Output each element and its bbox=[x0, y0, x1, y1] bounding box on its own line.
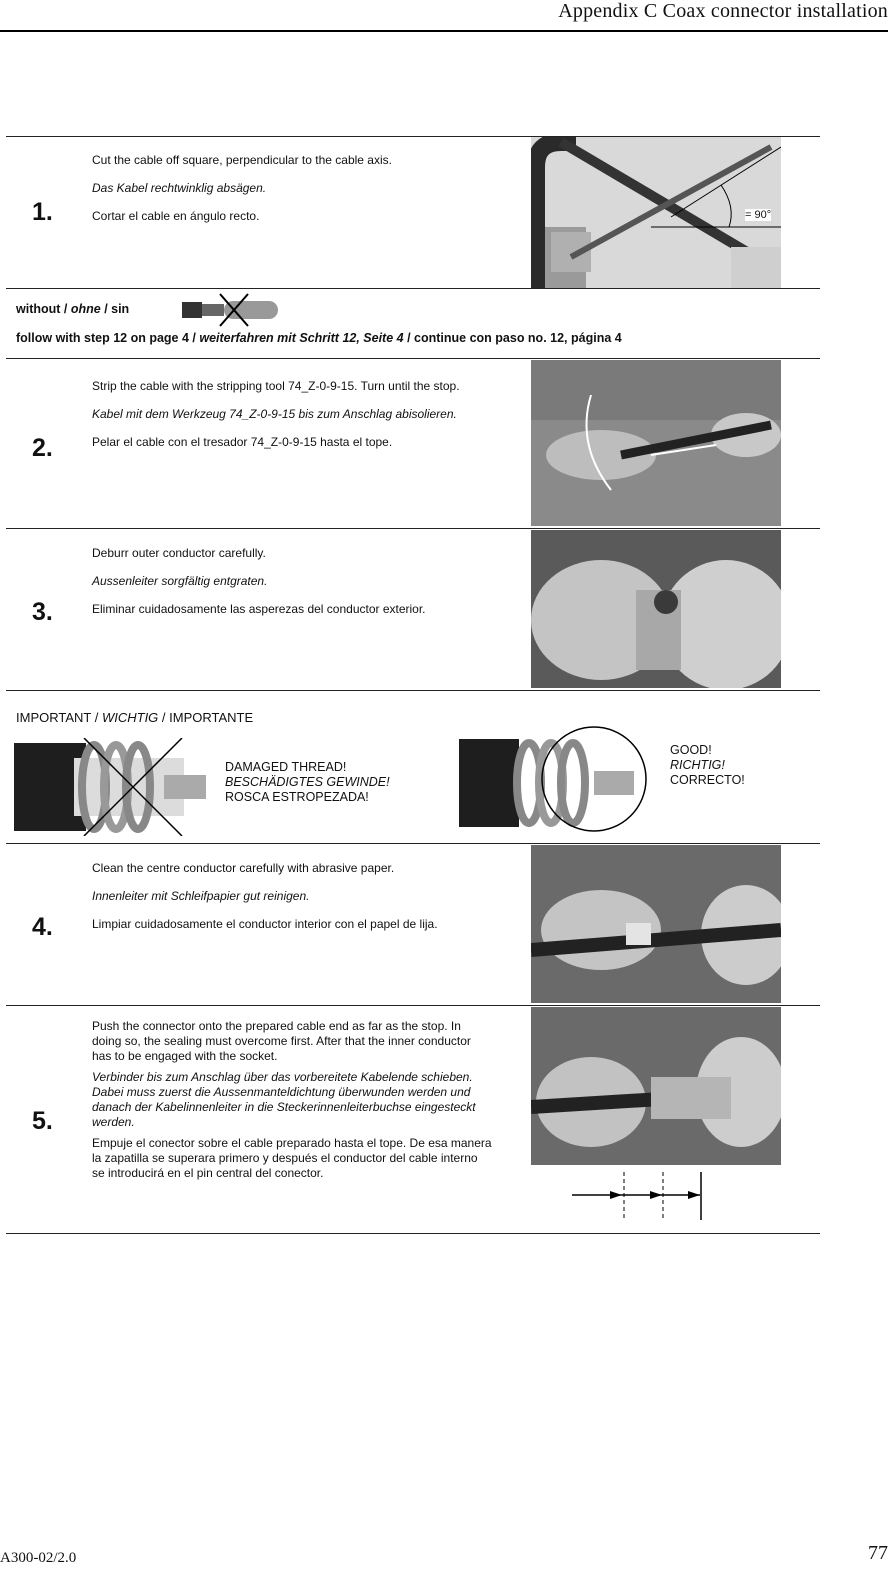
follow-step-12-note: follow with step 12 on page 4 / weiterfahren mit Schritt 12, Seite 4 / continue con paso no. 12, página 4 bbox=[16, 331, 622, 345]
step-4-text bbox=[92, 861, 492, 945]
step-4-en: Clean the centre conductor carefully with abrasive paper. bbox=[92, 861, 395, 875]
good-thread-text: GOOD! RICHTIG! CORRECTO! bbox=[670, 743, 745, 787]
step-4-number: 4. bbox=[32, 913, 53, 941]
page-number: 77 bbox=[868, 1542, 888, 1564]
step-1-de: Das Kabel rechtwinklig absägen. bbox=[92, 181, 267, 195]
damaged-thread-text: DAMAGED THREAD! BESCHÄDIGTES GEWINDE! ROSCA ESTROPEZADA! bbox=[225, 760, 390, 804]
step-1-photo-saw bbox=[531, 137, 781, 288]
table-rule bbox=[6, 1005, 820, 1006]
step-4-de: Innenleiter mit Schleifpapier gut reinigen. bbox=[92, 889, 310, 903]
step-5-text bbox=[92, 1019, 492, 1194]
table-rule bbox=[6, 690, 820, 691]
step-5-en: Push the connector onto the prepared cable end as far as the stop. In doing so, the sealing must overcome first. After that the inner conductor has to be engaged with the socket. bbox=[92, 1019, 471, 1063]
crossed-tool-icon bbox=[180, 292, 280, 328]
step-1-text bbox=[92, 153, 492, 237]
step-5-es: Empuje el conector sobre el cable preparado hasta el tope. De esa manera la zapatilla se superara primero y después el conductor del cable interno se introducirá en el pin central del conector. bbox=[92, 1136, 492, 1180]
step-3-photo-deburr bbox=[531, 530, 781, 688]
step-5-de: Verbinder bis zum Anschlag über das vorbereitete Kabelende schieben. Dabei muss zuerst die Aussenmanteldichtung überwunden werden und danach der Kabelinnenleiter in die Steckerinnenleiterbuchse eingesteckt werden. bbox=[92, 1070, 476, 1129]
step-1-number: 1. bbox=[32, 198, 53, 226]
table-rule-bottom bbox=[6, 1233, 820, 1234]
step-2-en: Strip the cable with the stripping tool 74_Z-0-9-15. Turn until the stop. bbox=[92, 379, 460, 393]
page-header-title: Appendix C Coax connector installation bbox=[558, 0, 888, 22]
step-1-en: Cut the cable off square, perpendicular to the cable axis. bbox=[92, 153, 392, 167]
table-rule bbox=[6, 288, 820, 289]
angle-label: = 90° bbox=[745, 209, 772, 221]
step-3-text bbox=[92, 546, 492, 630]
important-label: IMPORTANT / WICHTIG / IMPORTANTE bbox=[16, 710, 254, 725]
step-3-number: 3. bbox=[32, 598, 53, 626]
without-label: without / ohne / sin bbox=[16, 302, 130, 316]
table-rule bbox=[6, 358, 820, 359]
step-1-es: Cortar el cable en ángulo recto. bbox=[92, 209, 260, 223]
step-4-es: Limpiar cuidadosamente el conductor interior con el papel de lija. bbox=[92, 917, 438, 931]
step-5-photo-connector bbox=[531, 1007, 781, 1165]
step-2-text bbox=[92, 379, 492, 463]
step-5-number: 5. bbox=[32, 1107, 53, 1135]
table-rule bbox=[6, 528, 820, 529]
document-id: A300-02/2.0 bbox=[0, 1550, 77, 1566]
step-2-photo-stripping bbox=[531, 360, 781, 526]
step-3-es: Eliminar cuidadosamente las asperezas del conductor exterior. bbox=[92, 602, 426, 616]
insertion-depth-diagram bbox=[572, 1170, 712, 1222]
good-thread-image bbox=[459, 724, 659, 836]
step-2-es: Pelar el cable con el tresador 74_Z-0-9-15 hasta el tope. bbox=[92, 435, 393, 449]
header-rule bbox=[0, 30, 888, 32]
step-4-photo-cleaning bbox=[531, 845, 781, 1003]
step-2-de: Kabel mit dem Werkzeug 74_Z-0-9-15 bis zum Anschlag abisolieren. bbox=[92, 407, 457, 421]
step-2-number: 2. bbox=[32, 434, 53, 462]
damaged-thread-image bbox=[14, 738, 214, 836]
step-3-de: Aussenleiter sorgfältig entgraten. bbox=[92, 574, 268, 588]
step-3-en: Deburr outer conductor carefully. bbox=[92, 546, 266, 560]
table-rule bbox=[6, 843, 820, 844]
